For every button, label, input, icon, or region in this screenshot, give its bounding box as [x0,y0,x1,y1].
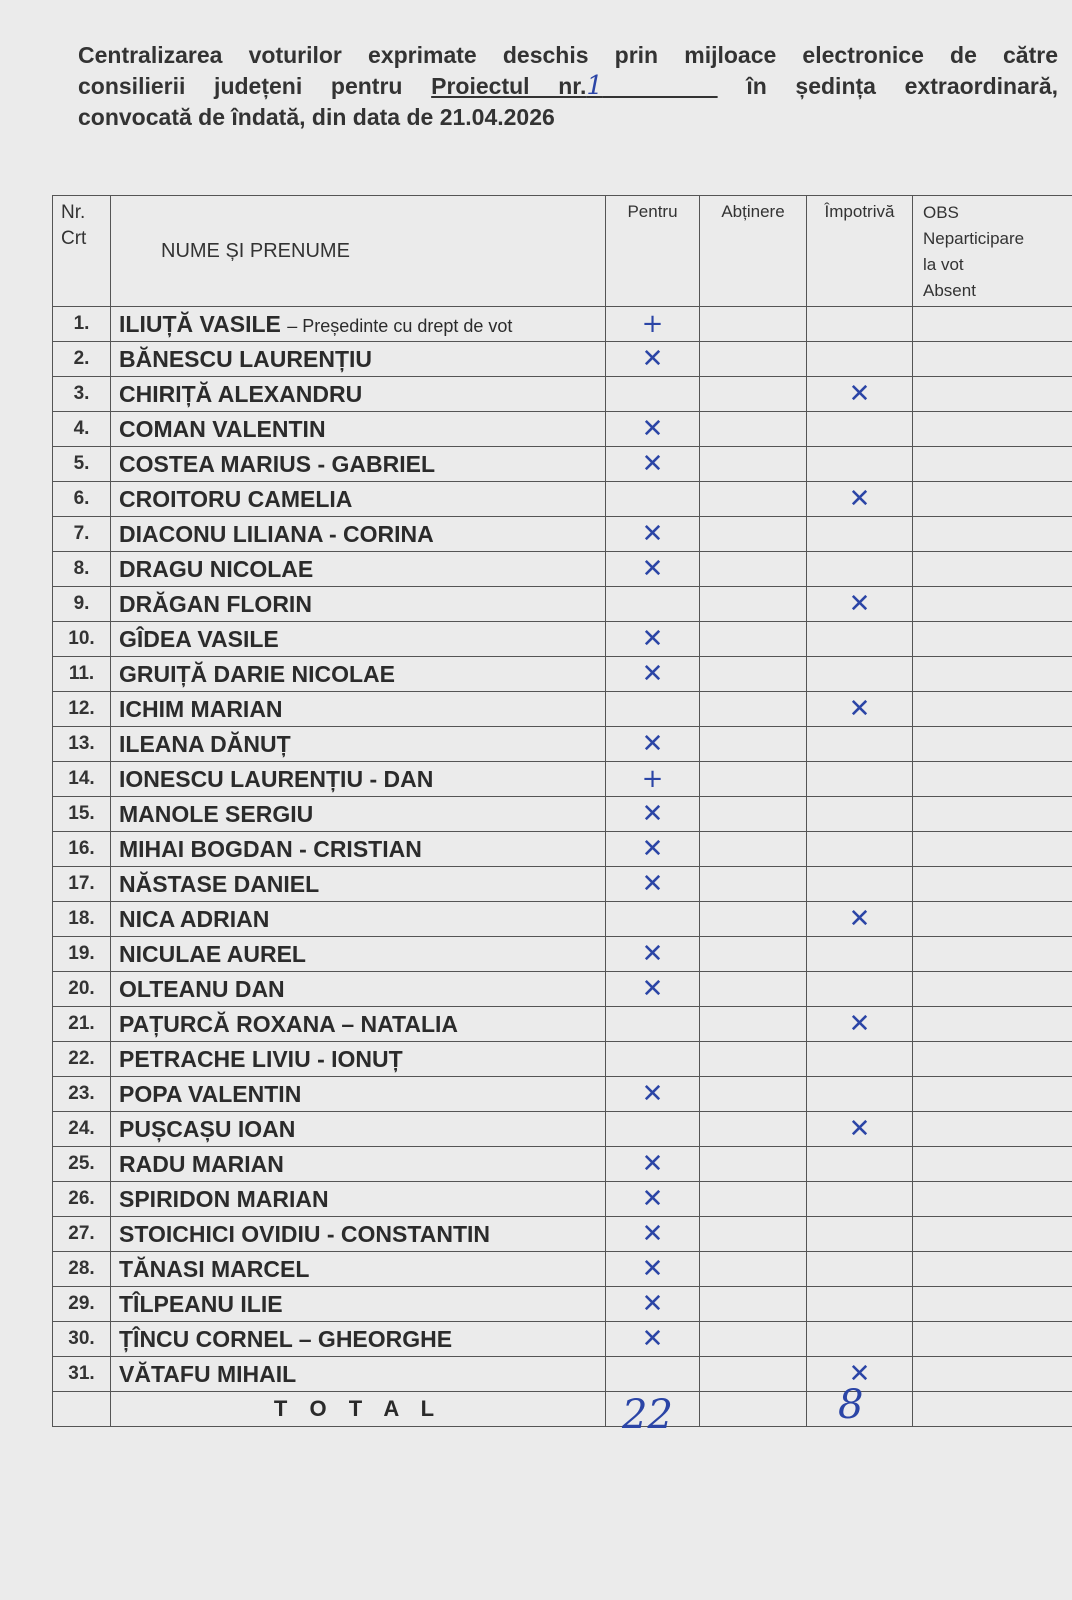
header-abtinere: Abținere [700,196,807,307]
heading-line-2-end: în ședința extraordinară, [746,73,1059,99]
vote-abtinere-mark [700,1007,807,1042]
vote-impotriva-mark [807,307,913,342]
table-row [53,587,1072,622]
vote-impotriva-mark [807,867,913,902]
councillor-name [111,1217,606,1252]
row-number: 14. [53,762,111,797]
vote-impotriva-mark [807,797,913,832]
vote-abtinere-mark [700,517,807,552]
obs-mark [913,587,1072,622]
row-number: 26. [53,1182,111,1217]
councillor-name [111,1357,606,1392]
councillor-name-text: DIACONU LILIANA - CORINA [119,520,434,547]
vote-pentru-mark: ✕ [606,867,700,902]
vote-impotriva-mark: ✕ [807,692,913,727]
header-pentru: Pentru [606,196,700,307]
vote-pentru-mark [606,1112,700,1147]
table-row [53,692,1072,727]
vote-impotriva-mark: ✕ [807,377,913,412]
table-row [53,482,1072,517]
table-row [53,1182,1072,1217]
obs-mark [913,482,1072,517]
councillor-name-text: NICULAE AUREL [119,940,306,967]
vote-abtinere-mark [700,1147,807,1182]
councillor-name-text: COSTEA MARIUS - GABRIEL [119,450,436,477]
table-row [53,342,1072,377]
vote-pentru-mark [606,692,700,727]
councillor-name-text: PETRACHE LIVIU - IONUȚ [119,1045,403,1072]
vote-pentru-mark: ✕ [606,1252,700,1287]
obs-mark [913,657,1072,692]
councillor-name [111,552,606,587]
table-row [53,1077,1072,1112]
row-number: 19. [53,937,111,972]
table-row [53,1147,1072,1182]
heading-line-2 [78,71,1058,102]
obs-mark [913,1287,1072,1322]
table-row [53,867,1072,902]
vote-pentru-mark: ✕ [606,1287,700,1322]
vote-impotriva-mark [807,1252,913,1287]
vote-impotriva-mark [807,342,913,377]
vote-pentru-mark: + [606,307,700,342]
table-row [53,447,1072,482]
vote-impotriva-mark [807,762,913,797]
vote-pentru-mark [606,902,700,937]
vote-pentru-mark: ✕ [606,1147,700,1182]
header-obs-line2: Neparticipare [923,229,1025,248]
header-row [53,196,1072,307]
vote-impotriva-mark [807,1042,913,1077]
councillor-name-text: DRĂGAN FLORIN [119,590,312,617]
councillor-name-text: TÎLPEANU ILIE [119,1290,283,1317]
row-number: 25. [53,1147,111,1182]
row-number: 18. [53,902,111,937]
councillor-name [111,1287,606,1322]
row-number: 1. [53,307,111,342]
councillor-name [111,1077,606,1112]
councillor-name-text: GÎDEA VASILE [119,625,279,652]
obs-mark [913,937,1072,972]
vote-impotriva-mark [807,972,913,1007]
councillor-name [111,447,606,482]
councillor-name-text: POPA VALENTIN [119,1080,302,1107]
vote-impotriva-mark [807,447,913,482]
councillor-name-text: SPIRIDON MARIAN [119,1185,329,1212]
councillor-name [111,377,606,412]
header-nr-line2: Crt [61,228,87,249]
vote-abtinere-mark [700,1252,807,1287]
vote-impotriva-mark [807,412,913,447]
vote-pentru-mark: ✕ [606,1077,700,1112]
obs-mark [913,797,1072,832]
vote-abtinere-mark [700,412,807,447]
vote-impotriva-mark [807,622,913,657]
vote-impotriva-mark [807,657,913,692]
vote-pentru-mark [606,587,700,622]
vote-pentru-mark: ✕ [606,517,700,552]
table-row [53,1007,1072,1042]
vote-pentru-mark: ✕ [606,1322,700,1357]
header-obs-line1: OBS [923,203,959,222]
row-number: 27. [53,1217,111,1252]
table-row [53,937,1072,972]
votes-table [52,195,1072,1427]
table-row [53,377,1072,412]
obs-mark [913,727,1072,762]
vote-abtinere-mark [700,692,807,727]
total-nr-cell [53,1392,111,1427]
councillor-name [111,972,606,1007]
vote-abtinere-mark [700,377,807,412]
vote-abtinere-mark [700,762,807,797]
vote-abtinere-mark [700,797,807,832]
table-row [53,762,1072,797]
vote-pentru-mark: ✕ [606,622,700,657]
vote-abtinere-mark [700,657,807,692]
table-row [53,1357,1072,1392]
vote-pentru-mark: + [606,762,700,797]
obs-mark [913,377,1072,412]
councillor-name-text: ICHIM MARIAN [119,695,283,722]
row-number: 2. [53,342,111,377]
councillor-name [111,937,606,972]
row-number: 22. [53,1042,111,1077]
project-label-text: Proiectul nr. [431,73,587,99]
obs-mark [913,1077,1072,1112]
councillor-name-text: ILIUȚĂ VASILE [119,310,281,337]
vote-impotriva-mark: ✕ [807,587,913,622]
vote-pentru-mark: ✕ [606,447,700,482]
vote-impotriva-mark [807,552,913,587]
table-row [53,797,1072,832]
obs-mark [913,1112,1072,1147]
vote-abtinere-mark [700,1182,807,1217]
header-nr-line1: Nr. [61,202,86,223]
vote-abtinere-mark [700,867,807,902]
vote-pentru-mark: ✕ [606,552,700,587]
vote-impotriva-mark [807,832,913,867]
table-row [53,727,1072,762]
row-number: 13. [53,727,111,762]
councillor-name-text: MIHAI BOGDAN - CRISTIAN [119,835,422,862]
councillor-role: – Președinte cu drept de vot [287,315,513,336]
councillor-name-text: STOICHICI OVIDIU - CONSTANTIN [119,1220,490,1247]
vote-pentru-mark: ✕ [606,342,700,377]
councillor-name [111,1252,606,1287]
vote-pentru-mark: ✕ [606,832,700,867]
obs-mark [913,622,1072,657]
councillor-name-text: PAȚURCĂ ROXANA – NATALIA [119,1010,459,1037]
councillor-name [111,657,606,692]
row-number: 7. [53,517,111,552]
vote-impotriva-mark [807,937,913,972]
vote-abtinere-mark [700,307,807,342]
obs-mark [913,412,1072,447]
row-number: 29. [53,1287,111,1322]
councillor-name [111,517,606,552]
councillor-name [111,1112,606,1147]
total-label: T O T A L [111,1392,606,1427]
vote-abtinere-mark [700,1042,807,1077]
obs-mark [913,552,1072,587]
vote-impotriva-mark [807,1217,913,1252]
councillor-name-text: NĂSTASE DANIEL [119,870,320,897]
councillor-name [111,692,606,727]
obs-mark [913,832,1072,867]
councillor-name [111,867,606,902]
row-number: 4. [53,412,111,447]
table-row [53,1287,1072,1322]
vote-impotriva-mark: ✕ [807,1112,913,1147]
councillor-name [111,587,606,622]
total-impotriva-handwritten: 8 [838,1382,864,1428]
vote-pentru-mark: ✕ [606,1182,700,1217]
obs-mark [913,1182,1072,1217]
row-number: 30. [53,1322,111,1357]
vote-impotriva-mark [807,1287,913,1322]
councillor-name [111,622,606,657]
councillor-name-text: CROITORU CAMELIA [119,485,353,512]
heading-line-2-start: consilierii județeni pentru [78,73,403,99]
obs-mark [913,342,1072,377]
vote-abtinere-mark [700,1112,807,1147]
heading-line-3: convocată de îndată, din data de 21.04.2026 [78,104,555,130]
vote-pentru-mark: ✕ [606,657,700,692]
vote-impotriva-mark [807,1077,913,1112]
row-number: 24. [53,1112,111,1147]
vote-pentru-mark: ✕ [606,1217,700,1252]
councillor-name-text: OLTEANU DAN [119,975,285,1002]
row-number: 12. [53,692,111,727]
total-row [53,1392,1072,1427]
vote-impotriva-mark: ✕ [807,1007,913,1042]
vote-pentru-mark [606,1007,700,1042]
table-row [53,517,1072,552]
header-obs-line4: Absent [923,281,976,300]
obs-mark [913,902,1072,937]
table-row [53,902,1072,937]
vote-abtinere-mark [700,1322,807,1357]
table-row [53,1322,1072,1357]
vote-abtinere-mark [700,447,807,482]
vote-abtinere-mark [700,902,807,937]
vote-abtinere-mark [700,832,807,867]
table-row [53,657,1072,692]
table-row [53,412,1072,447]
table-row [53,552,1072,587]
vote-pentru-mark [606,377,700,412]
header-name: NUME ȘI PRENUME [111,196,606,307]
councillor-name-text: PUȘCAȘU IOAN [119,1115,296,1142]
councillor-name-text: ILEANA DĂNUȚ [119,730,291,757]
councillor-name-text: BĂNESCU LAURENȚIU [119,345,372,372]
header-obs-line3: la vot [923,255,964,274]
row-number: 3. [53,377,111,412]
vote-impotriva-mark: ✕ [807,902,913,937]
councillor-name-text: IONESCU LAURENȚIU - DAN [119,765,434,792]
vote-abtinere-mark [700,1287,807,1322]
councillor-name [111,1322,606,1357]
councillor-name-text: COMAN VALENTIN [119,415,326,442]
councillor-name-text: CHIRIȚĂ ALEXANDRU [119,380,363,407]
vote-pentru-mark: ✕ [606,972,700,1007]
row-number: 28. [53,1252,111,1287]
vote-impotriva-mark [807,727,913,762]
vote-pentru-mark: ✕ [606,937,700,972]
row-number: 21. [53,1007,111,1042]
row-number: 16. [53,832,111,867]
councillor-name [111,1147,606,1182]
councillor-name [111,342,606,377]
councillor-name [111,482,606,517]
document-heading [78,40,1058,133]
vote-pentru-mark [606,1357,700,1392]
obs-mark [913,972,1072,1007]
obs-mark [913,517,1072,552]
row-number: 8. [53,552,111,587]
total-obs-cell [913,1392,1072,1427]
table-row [53,622,1072,657]
project-number: 1 [586,71,603,101]
vote-abtinere-mark [700,727,807,762]
obs-mark [913,1252,1072,1287]
obs-mark [913,447,1072,482]
row-number: 9. [53,587,111,622]
obs-mark [913,1007,1072,1042]
vote-impotriva-mark [807,1322,913,1357]
vote-abtinere-mark [700,1077,807,1112]
row-number: 5. [53,447,111,482]
vote-pentru-mark: ✕ [606,797,700,832]
project-label [431,73,717,99]
obs-mark [913,1042,1072,1077]
header-impotriva: Împotrivă [807,196,913,307]
obs-mark [913,1217,1072,1252]
councillor-name [111,307,606,342]
table-row [53,307,1072,342]
row-number: 23. [53,1077,111,1112]
table-row [53,1217,1072,1252]
row-number: 31. [53,1357,111,1392]
vote-abtinere-mark [700,622,807,657]
councillor-name-text: RADU MARIAN [119,1150,284,1177]
vote-impotriva-mark [807,1182,913,1217]
table-row [53,1042,1072,1077]
obs-mark [913,867,1072,902]
vote-abtinere-mark [700,342,807,377]
table-body [53,307,1072,1392]
obs-mark [913,762,1072,797]
councillor-name [111,1182,606,1217]
councillor-name-text: GRUIȚĂ DARIE NICOLAE [119,660,395,687]
vote-pentru-mark [606,1042,700,1077]
councillor-name-text: VĂTAFU MIHAIL [119,1360,297,1387]
councillor-name [111,762,606,797]
vote-pentru-mark [606,482,700,517]
vote-abtinere-mark [700,1217,807,1252]
row-number: 20. [53,972,111,1007]
obs-mark [913,1322,1072,1357]
total-pentru-handwritten: 22 [622,1392,673,1438]
vote-abtinere-mark [700,552,807,587]
councillor-name-text: NICA ADRIAN [119,905,270,932]
obs-mark [913,307,1072,342]
table-row [53,1112,1072,1147]
header-nr [53,196,111,307]
vote-impotriva-mark [807,1147,913,1182]
row-number: 11. [53,657,111,692]
councillor-name-text: MANOLE SERGIU [119,800,314,827]
heading-line-1: Centralizarea voturilor exprimate deschis prin mijloace electronice de către [78,42,1058,68]
vote-pentru-mark: ✕ [606,412,700,447]
header-obs [913,196,1072,307]
row-number: 15. [53,797,111,832]
row-number: 6. [53,482,111,517]
vote-impotriva-mark: ✕ [807,1357,913,1392]
councillor-name-text: DRAGU NICOLAE [119,555,314,582]
obs-mark [913,692,1072,727]
councillor-name [111,727,606,762]
table-row [53,972,1072,1007]
vote-abtinere-mark [700,972,807,1007]
row-number: 17. [53,867,111,902]
vote-abtinere-mark [700,482,807,517]
obs-mark [913,1357,1072,1392]
total-abtinere-cell [700,1392,807,1427]
councillor-name [111,902,606,937]
councillor-name [111,832,606,867]
vote-abtinere-mark [700,587,807,622]
table-row [53,832,1072,867]
councillor-name [111,412,606,447]
obs-mark [913,1147,1072,1182]
vote-pentru-mark: ✕ [606,727,700,762]
councillor-name-text: ȚÎNCU CORNEL – GHEORGHE [119,1325,453,1352]
councillor-name-text: TĂNASI MARCEL [119,1255,310,1282]
councillor-name [111,1007,606,1042]
vote-abtinere-mark [700,937,807,972]
vote-abtinere-mark [700,1357,807,1392]
vote-impotriva-mark: ✕ [807,482,913,517]
councillor-name [111,1042,606,1077]
row-number: 10. [53,622,111,657]
councillor-name [111,797,606,832]
vote-impotriva-mark [807,517,913,552]
table-row [53,1252,1072,1287]
